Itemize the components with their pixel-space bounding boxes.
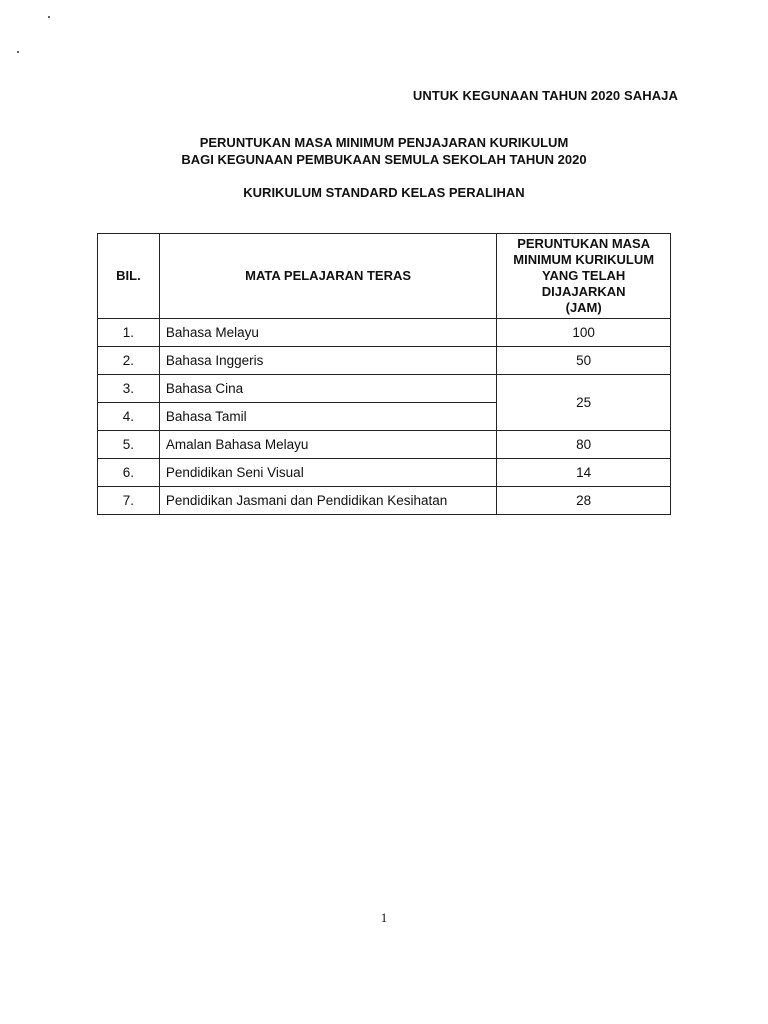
title-line-1: PERUNTUKAN MASA MINIMUM PENJAJARAN KURIKULUM [199,135,569,150]
row-subject: Bahasa Tamil [159,403,497,431]
scan-speck [48,16,50,18]
row-subject: Amalan Bahasa Melayu [159,431,497,459]
row-subject: Bahasa Melayu [159,319,497,347]
table-row [98,431,671,459]
row-hours: 14 [497,459,671,487]
row-subject: Pendidikan Jasmani dan Pendidikan Kesihatan [159,487,497,515]
title-line-2: BAGI KEGUNAAN PEMBUKAAN SEMULA SEKOLAH TAHUN 2020 [181,152,587,167]
row-subject: Bahasa Cina [159,375,497,403]
table-row [98,375,671,403]
row-bil: 7. [98,487,160,515]
table-header-row [98,234,671,319]
row-bil: 6. [98,459,160,487]
table-row [98,319,671,347]
header-hours-line-1: PERUNTUKAN MASA [517,236,651,251]
usage-note: UNTUK KEGUNAAN TAHUN 2020 SAHAJA [412,88,678,103]
table-row [98,487,671,515]
row-hours: 80 [497,431,671,459]
row-hours: 100 [497,319,671,347]
row-bil: 1. [98,319,160,347]
row-subject: Bahasa Inggeris [159,347,497,375]
header-subject: MATA PELAJARAN TERAS [159,234,497,319]
table-row [98,347,671,375]
row-hours: 28 [497,487,671,515]
header-bil: BIL. [98,234,160,319]
row-bil: 2. [98,347,160,375]
row-bil: 4. [98,403,160,431]
row-bil: 5. [98,431,160,459]
row-bil: 3. [98,375,160,403]
document-title [0,134,768,168]
page-number: 1 [380,910,388,925]
header-hours-line-2: MINIMUM KURIKULUM [513,252,655,267]
row-subject: Pendidikan Seni Visual [159,459,497,487]
document-subtitle: KURIKULUM STANDARD KELAS PERALIHAN [243,185,525,200]
scan-speck [17,51,19,53]
table-row [98,459,671,487]
row-hours-merged: 25 [497,375,671,431]
header-hours [497,234,671,319]
header-hours-line-4: DIJAJARKAN [541,284,626,299]
row-hours: 50 [497,347,671,375]
header-hours-line-3: YANG TELAH [542,268,626,283]
curriculum-table [97,233,671,515]
header-hours-line-5: (JAM) [565,300,602,315]
